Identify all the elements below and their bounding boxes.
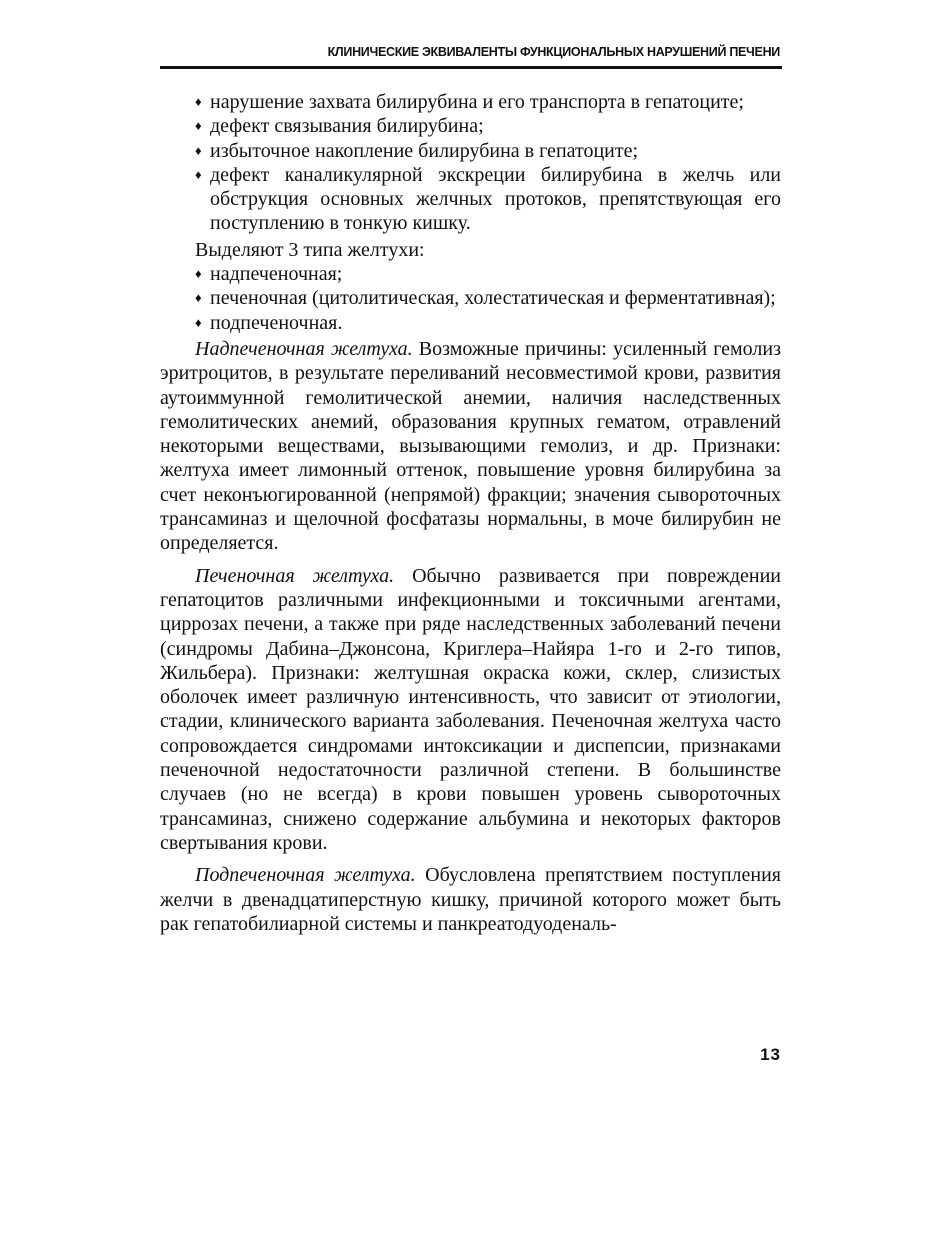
header-rule (160, 66, 782, 69)
paragraph-term: Подпеченочная желтуха. (195, 864, 416, 887)
running-head: КЛИНИЧЕСКИЕ ЭКВИВАЛЕНТЫ ФУНКЦИОНАЛЬНЫХ НАРУШЕНИЙ ПЕЧЕНИ (327, 45, 780, 59)
list-item-text: печеночная (цитолитическая, холестатическая и ферментативная); (210, 287, 776, 310)
list-item-text: нарушение захвата билирубина и его транспорта в гепатоците; (210, 91, 744, 113)
paragraph-text: Возможные причины: усиленный гемолиз эритроцитов, в результате переливаний несовместимой крови, развития аутоиммунной гемолитической анемии, наличия наследственных гемолитических анемий, образования крупных гематом, отравлений некоторыми веществами, вызывающими гемолиз, и др. Признаки: желтуха имеет лимонный оттенок, повышение уровня билирубина за счет неконъюгированной (непрямой) фракции; значения сывороточных трансаминаз и щелочной фосфатазы нормальны, в моче билирубин не определяется. (160, 337, 781, 555)
list-item-text: надпеченочная; (210, 263, 343, 286)
list-item (160, 163, 781, 236)
paragraph-text: Обусловлена препятствием поступления желчи в двенадцатиперстную кишку, причиной которого может быть рак гепатобилиарной системы и панкреатодуоденаль- (160, 864, 781, 935)
list-item-text: подпеченочная. (210, 311, 343, 334)
list-item-text: избыточное накопление билирубина в гепатоците; (210, 139, 639, 162)
paragraph-term: Печеночная желтуха. (195, 564, 395, 587)
paragraph-text: Обычно развивается при повреждении гепатоцитов различными инфекционными и токсичными агентами, циррозах печени, а также при ряде наследственных заболеваний печени (синдромы Дабина–Джонсона, Криглера–Найяра 1-го и 2-го типов, Жильбера). Признаки: желтушная окраска кожи, склер, слизистых оболочек имеет различную интенсивность, что зависит от этиологии, стадии, клинического варианта заболевания. Печеночная желтуха часто сопровождается синдромами интоксикации и диспепсии, признаками печеночной недостаточности различной степени. В большинстве случаев (но не всегда) в крови повышен уровень сывороточных трансаминаз, снижено содержание альбумина и некоторых факторов свертывания крови. (160, 564, 781, 854)
jaundice-types-list (160, 262, 781, 335)
diamond-bullet-icon: ♦ (195, 94, 202, 109)
list-item (160, 114, 781, 138)
posthepatic-paragraph (160, 863, 781, 936)
mechanism-list (160, 90, 781, 236)
prehepatic-paragraph (160, 337, 781, 556)
list-item-text: дефект каналикулярной экскреции билирубина в желчь или обструкция основных желчных протоков, препятствующая его поступлению в тонкую кишку. (210, 163, 781, 235)
list-item (160, 90, 781, 114)
hepatic-paragraph (160, 564, 781, 856)
diamond-bullet-icon: ♦ (195, 166, 202, 182)
list-item-text: дефект связывания билирубина; (210, 115, 484, 138)
diamond-bullet-icon: ♦ (195, 314, 202, 330)
list-item (160, 286, 781, 310)
diamond-bullet-icon: ♦ (195, 266, 202, 282)
page-number: 13 (760, 1045, 781, 1064)
list-item (160, 139, 781, 163)
list-item (160, 262, 781, 286)
paragraph-term: Надпеченочная желтуха. (195, 337, 413, 360)
types-intro: Выделяют 3 типа желтухи: (195, 238, 425, 261)
diamond-bullet-icon: ♦ (195, 142, 202, 158)
list-item (160, 311, 781, 335)
diamond-bullet-icon: ♦ (195, 118, 202, 134)
diamond-bullet-icon: ♦ (195, 290, 202, 306)
page-body (160, 90, 781, 936)
